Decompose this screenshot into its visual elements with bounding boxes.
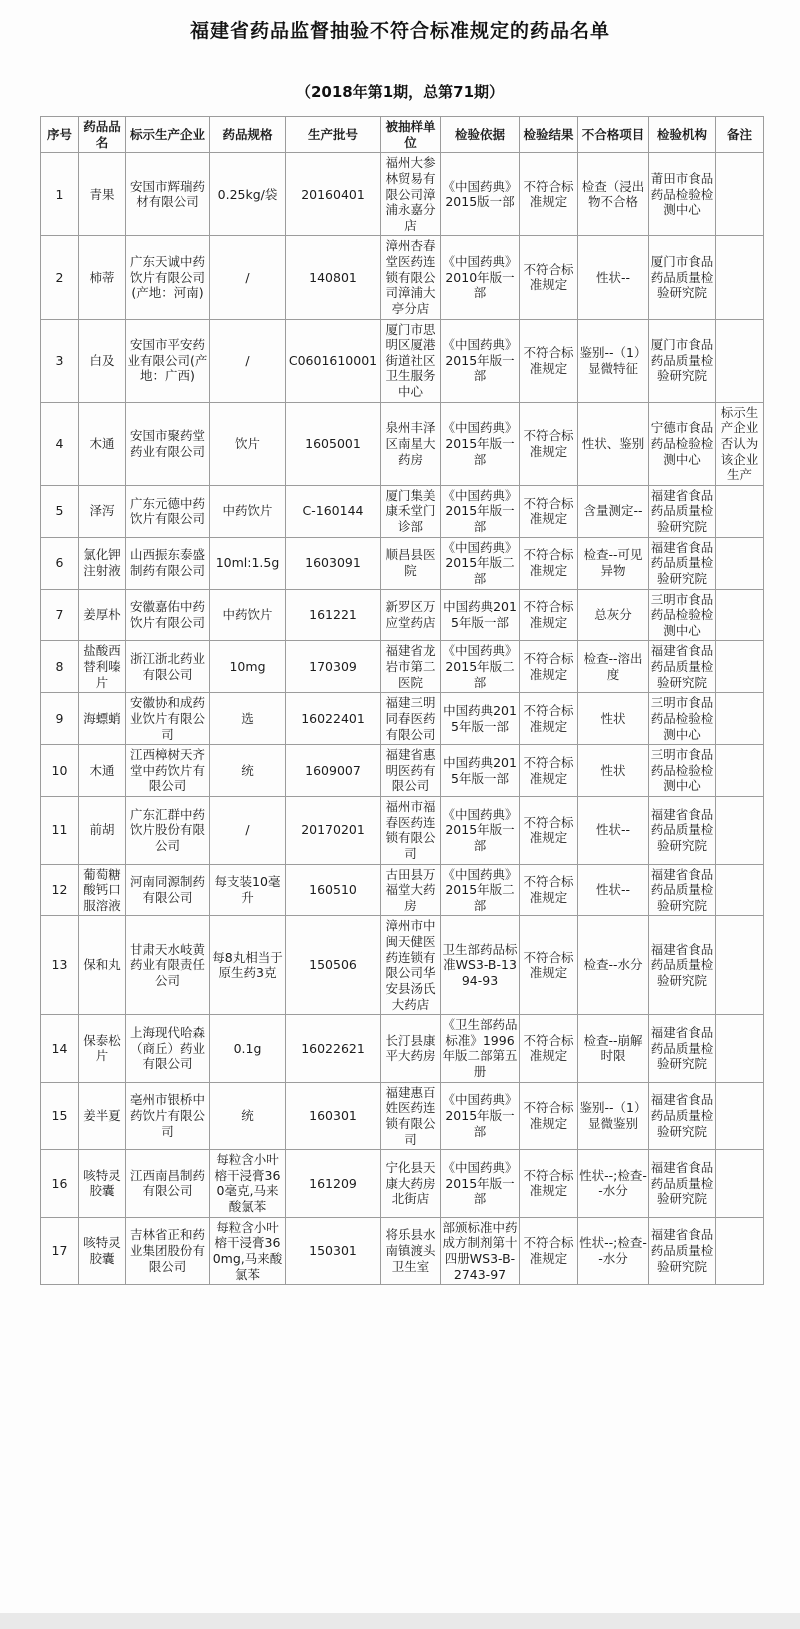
table-cell: 福建省食品药品质量检验研究院 bbox=[649, 641, 716, 693]
table-cell: 13 bbox=[41, 916, 79, 1015]
table-cell: 1603091 bbox=[286, 537, 381, 589]
table-cell bbox=[716, 589, 764, 641]
table-cell: 性状--;检查--水分 bbox=[578, 1150, 649, 1218]
table-cell: 0.1g bbox=[210, 1015, 286, 1083]
table-cell: 浙江浙北药业有限公司 bbox=[126, 641, 210, 693]
table-cell: 三明市食品药品检验检测中心 bbox=[649, 745, 716, 797]
table-cell: 不符合标准规定 bbox=[520, 236, 578, 319]
table-cell: 不符合标准规定 bbox=[520, 153, 578, 236]
table-row bbox=[41, 641, 764, 693]
table-row bbox=[41, 537, 764, 589]
table-cell bbox=[716, 537, 764, 589]
table-row bbox=[41, 1150, 764, 1218]
table-row bbox=[41, 153, 764, 236]
table-row bbox=[41, 236, 764, 319]
table-cell: 上海现代哈森（商丘）药业有限公司 bbox=[126, 1015, 210, 1083]
table-cell: 性状-- bbox=[578, 236, 649, 319]
table-cell: 木通 bbox=[79, 745, 126, 797]
table-cell: 140801 bbox=[286, 236, 381, 319]
table-cell: 性状-- bbox=[578, 864, 649, 916]
table-row bbox=[41, 745, 764, 797]
table-cell: 江西樟树天齐堂中药饮片有限公司 bbox=[126, 745, 210, 797]
table-cell: 福建省惠明医药有限公司 bbox=[381, 745, 441, 797]
table-cell: 福建省食品药品质量检验研究院 bbox=[649, 537, 716, 589]
table-cell: 厦门集美康禾堂门诊部 bbox=[381, 485, 441, 537]
table-cell: 吉林省正和药业集团股份有限公司 bbox=[126, 1217, 210, 1285]
table-cell: 部颁标准中药成方制剂第十四册WS3-B-2743-97 bbox=[441, 1217, 520, 1285]
table-cell: 10ml:1.5g bbox=[210, 537, 286, 589]
table-cell: 柿蒂 bbox=[79, 236, 126, 319]
table-header-row bbox=[41, 117, 764, 153]
table-cell: 福建三明同春医药有限公司 bbox=[381, 693, 441, 745]
table-cell: 福建省食品药品质量检验研究院 bbox=[649, 1150, 716, 1218]
table-cell: 统 bbox=[210, 1082, 286, 1150]
table-cell: 新罗区万应堂药店 bbox=[381, 589, 441, 641]
table-cell: 4 bbox=[41, 402, 79, 485]
table-cell: 《中国药典》2015年版一部 bbox=[441, 797, 520, 865]
table-cell bbox=[716, 1015, 764, 1083]
table-cell: 《中国药典》2015年版一部 bbox=[441, 1150, 520, 1218]
table-cell: 卫生部药品标准WS3-B-1394-93 bbox=[441, 916, 520, 1015]
table-cell: 不符合标准规定 bbox=[520, 485, 578, 537]
column-header: 检验依据 bbox=[441, 117, 520, 153]
column-header: 检验机构 bbox=[649, 117, 716, 153]
table-cell: 检查--溶出度 bbox=[578, 641, 649, 693]
table-cell: 福建省食品药品质量检验研究院 bbox=[649, 1217, 716, 1285]
table-cell: 每支装10毫升 bbox=[210, 864, 286, 916]
table-cell: 10mg bbox=[210, 641, 286, 693]
table-cell: 16 bbox=[41, 1150, 79, 1218]
table-cell bbox=[716, 916, 764, 1015]
column-header: 序号 bbox=[41, 117, 79, 153]
table-cell: 160510 bbox=[286, 864, 381, 916]
table-cell: 《中国药典》2015年版一部 bbox=[441, 485, 520, 537]
table-cell: 选 bbox=[210, 693, 286, 745]
table-cell: 3 bbox=[41, 319, 79, 402]
table-row bbox=[41, 693, 764, 745]
table-cell: 《中国药典》2015年版一部 bbox=[441, 1082, 520, 1150]
table-cell: 保和丸 bbox=[79, 916, 126, 1015]
table-cell: 《中国药典》2015年版一部 bbox=[441, 319, 520, 402]
table-row bbox=[41, 589, 764, 641]
table-cell: 160301 bbox=[286, 1082, 381, 1150]
table-cell: 中国药典2015年版一部 bbox=[441, 589, 520, 641]
table-row bbox=[41, 864, 764, 916]
table-cell: 性状 bbox=[578, 745, 649, 797]
table-cell: 9 bbox=[41, 693, 79, 745]
table-cell: 《中国药典》2015版一部 bbox=[441, 153, 520, 236]
table-cell: C-160144 bbox=[286, 485, 381, 537]
table-cell: 8 bbox=[41, 641, 79, 693]
table-cell: 山西振东泰盛制药有限公司 bbox=[126, 537, 210, 589]
table-cell: 10 bbox=[41, 745, 79, 797]
table-row bbox=[41, 319, 764, 402]
table-cell: 河南同源制药有限公司 bbox=[126, 864, 210, 916]
table-cell: 150506 bbox=[286, 916, 381, 1015]
column-header: 药品规格 bbox=[210, 117, 286, 153]
table-cell: C0601610001 bbox=[286, 319, 381, 402]
table-cell: 前胡 bbox=[79, 797, 126, 865]
table-cell: 安国市平安药业有限公司(产地：广西) bbox=[126, 319, 210, 402]
table-cell: 中药饮片 bbox=[210, 589, 286, 641]
table-cell: 性状--;检查--水分 bbox=[578, 1217, 649, 1285]
table-cell: 1609007 bbox=[286, 745, 381, 797]
table-cell: 厦门市食品药品质量检验研究院 bbox=[649, 236, 716, 319]
table-cell: 161221 bbox=[286, 589, 381, 641]
table-cell: 长汀县康平大药房 bbox=[381, 1015, 441, 1083]
table-cell: 姜半夏 bbox=[79, 1082, 126, 1150]
table-cell: 20170201 bbox=[286, 797, 381, 865]
table-cell: 漳州杏春堂医药连锁有限公司漳浦大亭分店 bbox=[381, 236, 441, 319]
table-cell: 不符合标准规定 bbox=[520, 319, 578, 402]
table-cell: 厦门市食品药品质量检验研究院 bbox=[649, 319, 716, 402]
table-cell: 17 bbox=[41, 1217, 79, 1285]
table-cell: 不符合标准规定 bbox=[520, 864, 578, 916]
column-header: 被抽样单位 bbox=[381, 117, 441, 153]
table-cell: / bbox=[210, 797, 286, 865]
table-cell: 亳州市银桥中药饮片有限公司 bbox=[126, 1082, 210, 1150]
column-header: 不合格项目 bbox=[578, 117, 649, 153]
table-cell: 厦门市思明区厦港街道社区卫生服务中心 bbox=[381, 319, 441, 402]
table-cell: 不符合标准规定 bbox=[520, 537, 578, 589]
table-cell: 不符合标准规定 bbox=[520, 1217, 578, 1285]
table-cell: 含量测定-- bbox=[578, 485, 649, 537]
table-cell: 福建省食品药品质量检验研究院 bbox=[649, 1015, 716, 1083]
table-cell bbox=[716, 693, 764, 745]
table-cell: 安徽协和成药业饮片有限公司 bbox=[126, 693, 210, 745]
table-cell: 安国市辉瑞药材有限公司 bbox=[126, 153, 210, 236]
table-cell: 1 bbox=[41, 153, 79, 236]
table-cell: 安徽嘉佑中药饮片有限公司 bbox=[126, 589, 210, 641]
table-cell: 宁德市食品药品检验检测中心 bbox=[649, 402, 716, 485]
table-cell bbox=[716, 797, 764, 865]
page-subtitle: （2018年第1期，总第71期） bbox=[295, 83, 505, 101]
table-cell: 中国药典2015年版一部 bbox=[441, 745, 520, 797]
table-cell bbox=[716, 745, 764, 797]
table-cell: 检查（浸出物不合格 bbox=[578, 153, 649, 236]
table-cell: 福建省龙岩市第二医院 bbox=[381, 641, 441, 693]
table-cell: 16022401 bbox=[286, 693, 381, 745]
table-cell bbox=[716, 485, 764, 537]
column-header: 备注 bbox=[716, 117, 764, 153]
table-cell: 饮片 bbox=[210, 402, 286, 485]
table-cell: 《中国药典》2015年版二部 bbox=[441, 641, 520, 693]
column-header: 标示生产企业 bbox=[126, 117, 210, 153]
table-cell: 宁化县天康大药房北街店 bbox=[381, 1150, 441, 1218]
table-cell bbox=[716, 1150, 764, 1218]
table-cell: 莆田市食品药品检验检测中心 bbox=[649, 153, 716, 236]
table-cell: / bbox=[210, 236, 286, 319]
table-cell: 不符合标准规定 bbox=[520, 1082, 578, 1150]
table-cell bbox=[716, 153, 764, 236]
table-cell: 性状 bbox=[578, 693, 649, 745]
table-cell: 盐酸西替利嗪片 bbox=[79, 641, 126, 693]
table-cell: 6 bbox=[41, 537, 79, 589]
table-cell: 咳特灵胶囊 bbox=[79, 1217, 126, 1285]
table-cell: 泽泻 bbox=[79, 485, 126, 537]
table-cell: 性状-- bbox=[578, 797, 649, 865]
table-cell: 三明市食品药品检验检测中心 bbox=[649, 693, 716, 745]
table-cell: 《中国药典》2015年版二部 bbox=[441, 864, 520, 916]
table-cell: 海螵蛸 bbox=[79, 693, 126, 745]
table-cell: 14 bbox=[41, 1015, 79, 1083]
table-cell: 江西南昌制药有限公司 bbox=[126, 1150, 210, 1218]
table-cell: 不符合标准规定 bbox=[520, 402, 578, 485]
noncompliant-drugs-table bbox=[40, 116, 764, 1285]
table-cell: 葡萄糖酸钙口服溶液 bbox=[79, 864, 126, 916]
table-cell: 顺昌县医院 bbox=[381, 537, 441, 589]
table-cell: / bbox=[210, 319, 286, 402]
table-cell: 1605001 bbox=[286, 402, 381, 485]
column-header: 检验结果 bbox=[520, 117, 578, 153]
table-row bbox=[41, 1217, 764, 1285]
table-cell: 不符合标准规定 bbox=[520, 745, 578, 797]
table-cell: 5 bbox=[41, 485, 79, 537]
table-cell: 不符合标准规定 bbox=[520, 641, 578, 693]
table-cell: 每粒含小叶榕干浸膏360毫克,马来酸氯苯 bbox=[210, 1150, 286, 1218]
table-cell: 性状、鉴别 bbox=[578, 402, 649, 485]
table-cell bbox=[716, 1082, 764, 1150]
table-cell: 总灰分 bbox=[578, 589, 649, 641]
table-cell: 中药饮片 bbox=[210, 485, 286, 537]
table-cell: 青果 bbox=[79, 153, 126, 236]
table-cell: 检查--水分 bbox=[578, 916, 649, 1015]
table-cell: 不符合标准规定 bbox=[520, 589, 578, 641]
table-cell: 姜厚朴 bbox=[79, 589, 126, 641]
table-cell: 统 bbox=[210, 745, 286, 797]
table-cell: 福州市福春医药连锁有限公司 bbox=[381, 797, 441, 865]
table-row bbox=[41, 485, 764, 537]
table-cell: 《中国药典》2015年版一部 bbox=[441, 402, 520, 485]
column-header: 药品品名 bbox=[79, 117, 126, 153]
table-cell: 150301 bbox=[286, 1217, 381, 1285]
table-cell: 漳州市中闽天健医药连锁有限公司华安县汤氏大药店 bbox=[381, 916, 441, 1015]
table-cell bbox=[716, 641, 764, 693]
table-cell: 170309 bbox=[286, 641, 381, 693]
table-row bbox=[41, 797, 764, 865]
column-header: 生产批号 bbox=[286, 117, 381, 153]
table-cell: 2 bbox=[41, 236, 79, 319]
table-cell: 泉州丰泽区南星大药房 bbox=[381, 402, 441, 485]
table-cell: 不符合标准规定 bbox=[520, 1150, 578, 1218]
table-cell: 三明市食品药品检验检测中心 bbox=[649, 589, 716, 641]
table-cell: 12 bbox=[41, 864, 79, 916]
table-cell: 不符合标准规定 bbox=[520, 693, 578, 745]
table-cell: 福建省食品药品质量检验研究院 bbox=[649, 485, 716, 537]
table-cell: 检查--可见异物 bbox=[578, 537, 649, 589]
table-cell: 中国药典2015年版一部 bbox=[441, 693, 520, 745]
table-cell: 广东天诚中药饮片有限公司(产地：河南) bbox=[126, 236, 210, 319]
table-cell: 《中国药典》2010年版一部 bbox=[441, 236, 520, 319]
table-cell bbox=[716, 1217, 764, 1285]
table-cell: 将乐县水南镇渡头卫生室 bbox=[381, 1217, 441, 1285]
table-row bbox=[41, 1082, 764, 1150]
table-cell: 福建省食品药品质量检验研究院 bbox=[649, 916, 716, 1015]
table-cell: 福建省食品药品质量检验研究院 bbox=[649, 864, 716, 916]
table-cell: 不符合标准规定 bbox=[520, 916, 578, 1015]
page-title: 福建省药品监督抽验不符合标准规定的药品名单 bbox=[189, 20, 610, 42]
table-cell: 福州大参林贸易有限公司漳浦永嘉分店 bbox=[381, 153, 441, 236]
table-cell: 鉴别--（1）显微鉴别 bbox=[578, 1082, 649, 1150]
footer-strip bbox=[0, 1613, 800, 1629]
table-cell: 每粒含小叶榕干浸膏360mg,马来酸氯苯 bbox=[210, 1217, 286, 1285]
table-cell: 甘肃天水岐黄药业有限责任公司 bbox=[126, 916, 210, 1015]
table-cell: 氯化钾注射液 bbox=[79, 537, 126, 589]
table-cell: 鉴别--（1）显微特征 bbox=[578, 319, 649, 402]
table-cell: 福建省食品药品质量检验研究院 bbox=[649, 797, 716, 865]
table-cell: 15 bbox=[41, 1082, 79, 1150]
table-cell: 保泰松片 bbox=[79, 1015, 126, 1083]
table-cell: 不符合标准规定 bbox=[520, 1015, 578, 1083]
table-row bbox=[41, 1015, 764, 1083]
table-cell: 7 bbox=[41, 589, 79, 641]
table-cell: 福建省食品药品质量检验研究院 bbox=[649, 1082, 716, 1150]
table-row bbox=[41, 402, 764, 485]
table-cell: 安国市聚药堂药业有限公司 bbox=[126, 402, 210, 485]
table-cell: 福建惠百姓医药连锁有限公司 bbox=[381, 1082, 441, 1150]
table-cell: 《卫生部药品标准》1996年版二部第五册 bbox=[441, 1015, 520, 1083]
table-cell: 木通 bbox=[79, 402, 126, 485]
table-cell bbox=[716, 319, 764, 402]
table-cell: 16022621 bbox=[286, 1015, 381, 1083]
table-cell: 0.25kg/袋 bbox=[210, 153, 286, 236]
table-cell: 古田县万福堂大药房 bbox=[381, 864, 441, 916]
table-cell: 白及 bbox=[79, 319, 126, 402]
table-cell: 广东元德中药饮片有限公司 bbox=[126, 485, 210, 537]
table-cell: 161209 bbox=[286, 1150, 381, 1218]
table-cell: 11 bbox=[41, 797, 79, 865]
table-cell: 每8丸相当于原生药3克 bbox=[210, 916, 286, 1015]
table-cell bbox=[716, 864, 764, 916]
table-cell: 《中国药典》2015年版二部 bbox=[441, 537, 520, 589]
table-cell: 检查--崩解时限 bbox=[578, 1015, 649, 1083]
table-cell: 咳特灵胶囊 bbox=[79, 1150, 126, 1218]
table-cell bbox=[716, 236, 764, 319]
table-cell: 标示生产企业否认为该企业生产 bbox=[716, 402, 764, 485]
table-cell: 20160401 bbox=[286, 153, 381, 236]
table-cell: 不符合标准规定 bbox=[520, 797, 578, 865]
table-row bbox=[41, 916, 764, 1015]
table-cell: 广东汇群中药饮片股份有限公司 bbox=[126, 797, 210, 865]
